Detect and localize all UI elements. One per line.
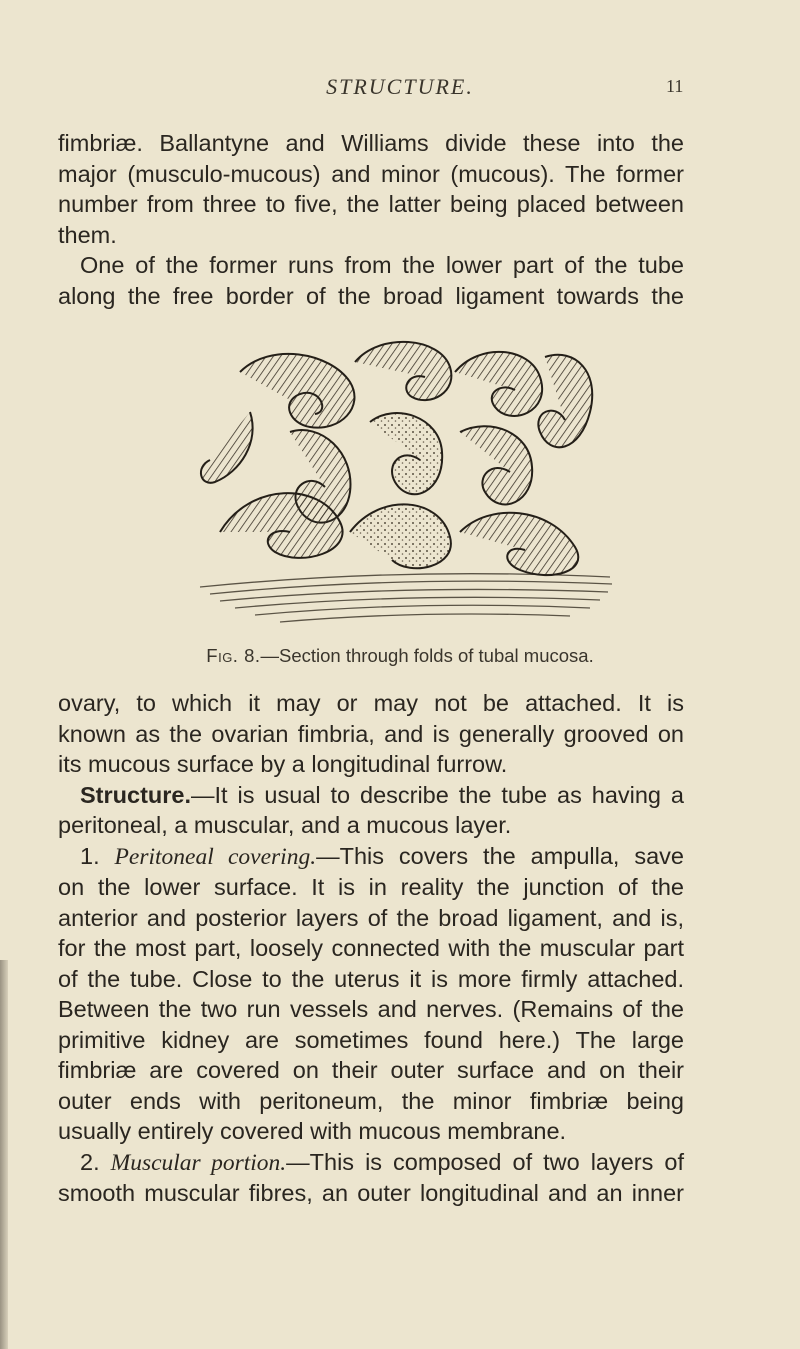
figure-tubal-mucosa — [180, 332, 620, 632]
text-line: anterior and posterior layers of the broad ligament, and is, — [58, 904, 684, 931]
text-line: major (musculo-mucous) and minor (mucous). The former — [58, 160, 684, 187]
subheading-muscular: Muscular portion. — [110, 1149, 287, 1176]
text-block-top — [58, 128, 684, 311]
text-line: its mucous surface by a longitudinal furrow. — [58, 751, 508, 777]
text-line: usually entirely covered with mucous membrane. — [58, 1118, 567, 1144]
page-number: 11 — [666, 76, 684, 96]
text-line — [58, 780, 684, 811]
text-line: smooth muscular fibres, an outer longitudinal and an inner — [58, 1180, 684, 1206]
text-line: on the lower surface. It is in reality the junction of the — [58, 874, 684, 900]
text-line: peritoneal, a muscular, and a mucous layer. — [58, 812, 512, 838]
text-line: fimbriæ are covered on their outer surface and on their — [58, 1057, 684, 1083]
text-line: number from three to five, the latter being placed between — [58, 191, 684, 217]
text-line: along the free border of the broad ligament towards the — [58, 282, 684, 309]
figure-caption — [0, 645, 800, 667]
text-line: them. — [58, 221, 117, 248]
list-number: 1. — [80, 842, 115, 869]
text-line — [58, 841, 684, 873]
text-line: of the tube. Close to the uterus it is more firmly attached. — [58, 965, 684, 992]
text-run: —This is composed of two layers of — [286, 1148, 685, 1175]
text-line: One of the former runs from the lower part of the tube — [80, 252, 684, 278]
paragraph-ovary — [58, 688, 684, 780]
text-line — [58, 1147, 684, 1179]
text-line: for the most part, loosely connected with the muscular part — [58, 935, 684, 961]
text-line: Between the two run vessels and nerves. (Remains of the — [58, 996, 684, 1022]
mucosal-folds — [201, 342, 592, 575]
list-number: 2. — [80, 1148, 111, 1175]
text-run: —This covers the ampulla, save — [316, 842, 685, 869]
text-block-bottom — [58, 688, 684, 1209]
text-line: known as the ovarian fimbria, and is generally grooved on — [58, 720, 684, 747]
muscle-layer — [200, 574, 612, 622]
figure-label: Fig. 8. — [206, 645, 261, 666]
subheading-peritoneal: Peritoneal covering. — [114, 843, 317, 870]
paragraph-ovarian-fimbria — [58, 250, 684, 311]
text-line: primitive kidney are sometimes found here.) The large — [58, 1026, 684, 1053]
book-spine-shadow — [0, 960, 8, 1349]
paragraph-structure — [58, 780, 684, 841]
paragraph-fimbriae — [58, 128, 684, 250]
paragraph-muscular — [58, 1147, 684, 1209]
text-run: —It is usual to describe the tube as having a — [191, 781, 684, 808]
paragraph-peritoneal — [58, 841, 684, 1147]
running-title: STRUCTURE. — [326, 74, 474, 99]
text-line: outer ends with peritoneum, the minor fimbriæ being — [58, 1087, 684, 1114]
section-heading-structure: Structure. — [80, 781, 191, 808]
figure-caption-text: —Section through folds of tubal mucosa. — [260, 645, 594, 666]
text-line: ovary, to which it may or may not be attached. It is — [58, 690, 684, 716]
text-line: fimbriæ. Ballantyne and Williams divide these into the — [58, 130, 684, 156]
